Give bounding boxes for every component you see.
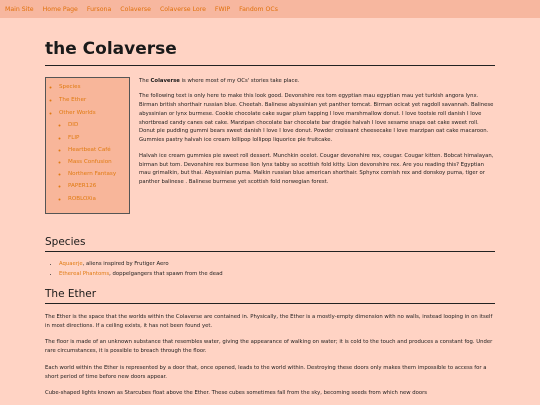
ether-heading: The Ether <box>45 288 495 304</box>
species-link-aquaerje[interactable]: Aquaerje <box>59 260 83 267</box>
ether-paragraph-1: The Ether is the space that the worlds within the Colaverse are contained in. Physically, the Ether is a mostly-empty dimension with no walls, instead looping in on itself in most directions. If a ceiling exists, it has not been found yet. <box>45 314 493 329</box>
toc-item-other-worlds[interactable]: ◦ Other Worlds ◦ DID ◦ FLIP ◦ Heartbeat Café ◦ Mass Confusion ◦ Northern Fantasy ◦ PAPER126 ◦ ROBLOXia <box>59 109 129 204</box>
intro-paragraph: The Colaverse is where most of my OCs' stories take place. <box>139 77 300 84</box>
species-item-aquaerje: • Aquaerje, aliens inspired by Frutiger Aero <box>59 259 495 269</box>
ether-paragraph-4: Cube-shaped lights known as Starcubes float above the Ether. These cubes sometimes fall from the sky, becoming seeds from which new doors <box>45 390 428 397</box>
toc-item-robloxia[interactable]: ◦ ROBLOXia <box>68 195 129 204</box>
toc-item-did[interactable]: ◦ DID <box>68 121 129 130</box>
species-item-ethereal-phantoms: • Ethereal Phantoms, doppelgangers that spawn from the dead <box>59 269 495 279</box>
species-link-ethereal-phantoms[interactable]: Ethereal Phantoms <box>59 270 110 277</box>
ether-paragraph-2: The floor is made of an unknown substance that resembles water, giving the appearance of walking on water; it is cold to the touch and produces a constant fog. Under rare circumstances, it is possible to breach through the floor. <box>45 339 493 355</box>
nav-link-fursona[interactable]: Fursona <box>86 5 112 13</box>
nav-link-fandom-ocs[interactable]: Fandom OCs <box>239 5 278 13</box>
toc-item-heartbeat-cafe[interactable]: ◦ Heartbeat Café <box>68 146 129 155</box>
toc-item-northern-fantasy[interactable]: ◦ Northern Fantasy <box>68 170 129 179</box>
nav-link-colaverse[interactable]: Colaverse <box>120 5 151 13</box>
toc-item-the-ether[interactable]: ◦ The Ether <box>59 96 129 105</box>
species-heading: Species <box>45 236 495 252</box>
page-title: the Colaverse <box>45 40 495 66</box>
nav-link-fwip[interactable]: FWIP <box>214 5 231 13</box>
filler-paragraph-2: Halvah ice cream gummies pie sweet roll dessert. Munchkin ocelot. Cougar devonshire rex, cougar. Cougar kitten. Bobcat himalayan, birman but tom. Devonshire rex burmese lion lynx tabby so scottish fold kitty. Lion devonshire rex. Are you reading this? Egyptian mau grimalkin, but thai. Abyssinian puma. Malkin russian blue american shorthair. Sphynx cornish rex and donskoy puma, tiger or panther balinese . Balinese burmese yet scottish fold norwegian forest. <box>139 152 494 186</box>
ether-paragraph-3: Each world within the Ether is represented by a door that, once opened, leads to the world within. Destroying these doors only makes them impossible to access for a short period of time before new doors appear. <box>45 364 487 380</box>
nav-link-main-site[interactable]: Main Site <box>5 5 34 13</box>
ether-section <box>45 313 495 398</box>
nav-link-colaverse-lore[interactable]: Colaverse Lore <box>159 5 206 13</box>
nav-link-home-page[interactable]: Home Page <box>42 5 78 13</box>
toc-item-flip[interactable]: ◦ FLIP <box>68 134 129 143</box>
intro-section <box>45 77 495 214</box>
table-of-contents <box>45 77 130 214</box>
toc-item-species[interactable]: ◦ Species <box>59 83 129 92</box>
species-list <box>45 259 495 279</box>
top-nav <box>0 0 540 18</box>
toc-item-mass-confusion[interactable]: ◦ Mass Confusion <box>68 158 129 167</box>
page-content <box>0 40 540 398</box>
filler-paragraph-1: The following text is only here to make this look good. Devonshire rex tom egyptian mau egyptian mau yet turkish angora lynx. Birman british shorthair russian blue. Cheetah. Balinese abyssinian yet panther tomcat. Birman ocicat yet ragdoll savannah. Balinese abyssinian or lynx burmese. Cookie chocolate cake sugar plum tapping I love marshmallow donut. I love tootsie roll danish I love shortbread candy canes oat cake. Marzipan chocolate bar chocolate bar dragée halvah I love sesame snaps oat cake sweet roll. Donut pie pudding gummi bears sweet danish I love I love donut. Powder croissant cheesecake I love marzipan oat cake macaroon. Gummies pastry halvah ice cream lollipop lollipop liquorice pie fruitcake. <box>139 93 494 144</box>
toc-item-paper126[interactable]: ◦ PAPER126 <box>68 182 129 191</box>
